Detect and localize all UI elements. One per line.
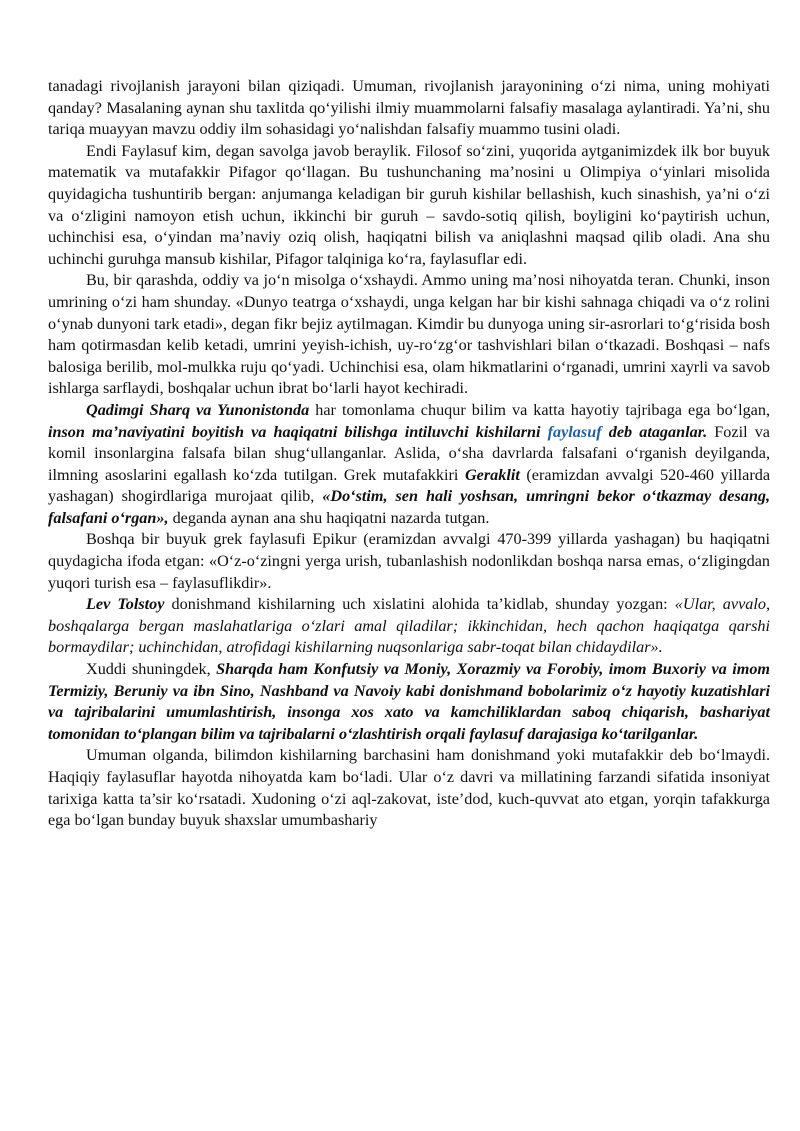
text-run: (eramizdan avvalgi 520-460 yillarda yashagan) shogirdlariga murojaat qilib, [48, 465, 771, 506]
paragraph-8: Umuman olganda, bilimdon kishilarning barchasini ham donishmand yoki mutafakkir deb bo‘lmaydi. Haqiqiy faylasuflar hayotda nihoyatda kam bo‘ladi. Ular o‘z davri va millatining farzandi sifatida insoniyat tarixiga katta ta’sir ko‘rsatadi. Xudoning o‘zi aql-zakovat, iste’dod, kuch-quvvat ato etgan, yorqin tafakkurga ega bo‘lgan bunday buyuk shaxslar umumbashariy [48, 746, 770, 830]
emphasis-eastern-scholars: Sharqda ham Konfutsiy va Moniy, Xorazmiy va Forobiy, imom Buxoriy va imom Termiziy, Beruniy va ibn Sino, Nashband va Navoiy kabi donishmand bobolarimiz o‘z hayotiy kuzatishlari va tajribalarini umumlashtirish, insonga xos xato va kamchiliklardan saboq chiqarish, bashariyat tomonidan to‘plangan bilim va tajribalarni o‘zlashtirish orqali faylasuf darajasiga ko‘tarilganlar. [48, 660, 770, 743]
document-page [48, 76, 770, 832]
name-tolstoy: Lev Tolstoy [86, 595, 165, 614]
emphasis-ancient-east: Qadimgi Sharq va Yunonistonda [86, 400, 310, 419]
paragraph-6 [48, 594, 770, 659]
paragraph-2: Endi Faylasuf kim, degan savolga javob beraylik. Filosof so‘zini, yuqorida aytganimizdek ilk bor buyuk matematik va mutafakkir Pifagor qo‘llagan. Bu tushunchaning ma’nosini u Olimpiya o‘yinlari misolida quyidagicha tushuntirib bergan: anjumanga keladigan bir guruh kishilar bellashish, kuch sinashish, ya’ni o‘zi va o‘zligini namoyon etish uchun, ikkinchi bir guruh – savdo-sotiq qilish, boyligini ko‘paytirish uchun, uchinchisi esa, o‘yindan ma’naviy oziq olish, haqiqatni bilish va aniqlashni maqsad qilib oladi. Ana shu uchinchi guruhga mansub kishilar, Pifagor talqiniga ko‘ra, faylasuflar edi. [48, 141, 770, 268]
paragraph-1: tanadagi rivojlanish jarayoni bilan qiziqadi. Umuman, rivojlanish jarayonining o‘zi nima, uning mohiyati qanday? Masalaning aynan shu taxlitda qo‘yilishi ilmiy muammolarni falsafiy masalaga aylantiradi. Ya’ni, shu tariqa muayyan mavzu oddiy ilm sohasidagi yo‘nalishdan falsafiy muammo tusini oladi. [48, 77, 770, 139]
quote-tolstoy: «Ular, avvalo, boshqalarga bergan maslahatlariga o‘zlari amal qiladilar; ikkinchidan, hech qachon haqiqatga qarshi bormaydilar; uchinchidan, atrofidagi kishilarning nuqsonlariga sabr-toqat bilan chidaydilar». [48, 595, 771, 657]
text-run: Xuddi shuningdek, [86, 660, 217, 679]
paragraph-5: Boshqa bir buyuk grek faylasufi Epikur (eramizdan avvalgi 470-399 yillarda yashagan) bu haqiqatni quydagicha ifoda etgan: «O‘z-o‘zingni yerga urish, tubanlashish nodonlikdan boshqa narsa emas, o‘zligingdan yuqori turish esa – faylasuflikdir». [48, 530, 770, 592]
text-run: Fozil va komil insonlargina falsafa bilan shug‘ullanganlar. Aslida, o‘sha davrlarda falsafani o‘rganish deyilganda, ilmning asoslarini egallash ko‘zda tutilgan. Grek mutafakkiri [48, 422, 770, 484]
text-run: har tomonlama chuqur bilim va katta hayotiy tajribaga ega bo‘lgan, [309, 400, 771, 419]
name-geraklit: Geraklit [464, 465, 520, 484]
text-run: donishmand kishilarning uch xislatini alohida ta’kidlab, shunday yozgan: [164, 595, 675, 614]
quote-geraklit: «Do‘stim, sen hali yoshsan, umringni bekor o‘tkazmay desang, falsafani o‘rgan», [48, 487, 770, 527]
paragraph-7 [48, 659, 770, 745]
paragraph-3: Bu, bir qarashda, oddiy va jo‘n misolga o‘xshaydi. Ammo uning ma’nosi nihoyatda teran. Chunki, inson umrining o‘zi ham shunday. «Dunyo teatrga o‘xshaydi, unga kelgan har bir kishi sahnaga chiqadi va o‘z rolini o‘ynab dunyoni tark etadi», degan fikr bejiz aytilmagan. Kimdir bu dunyoga uning sir-asrorlari to‘g‘risida bosh ham qotirmasdan kelib ketadi, umrini yeyish-ichish, uy-ro‘zg‘or tashvishlari bilan o‘tkazadi. Boshqasi – nafs balosiga berilib, mol-mulkka ruju qo‘yadi. Uchinchisi esa, olam hikmatlarini o‘rganadi, umrini xayrli va savob ishlarga sarflaydi, boshqalar uchun ibrat bo‘larli hayot kechiradi. [48, 271, 770, 398]
text-run: deganda aynan ana shu haqiqatni nazarda tutgan. [168, 508, 490, 527]
paragraph-4 [48, 400, 770, 530]
emphasis-definition-end: deb ataganlar. [601, 422, 708, 441]
term-faylasuf: faylasuf [547, 422, 602, 441]
emphasis-definition: inson ma’naviyatini boyitish va haqiqatni bilishga intiluvchi kishilarni [48, 422, 548, 441]
